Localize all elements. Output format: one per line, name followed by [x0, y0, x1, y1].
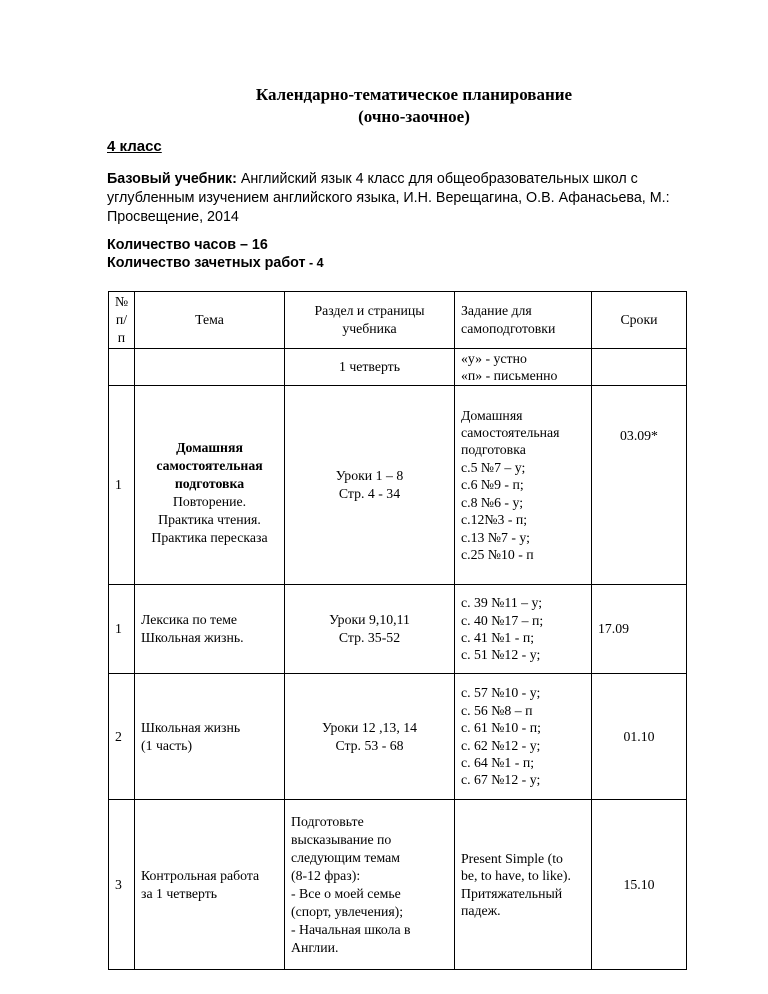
- topic-line-bold: подготовка: [174, 476, 245, 491]
- section-line: - Начальная школа в: [291, 921, 411, 937]
- topic-line-bold: Домашняя: [176, 440, 243, 455]
- textbook-label: Базовый учебник:: [107, 171, 237, 187]
- task-line: с.12№3 - п;: [461, 512, 528, 528]
- row-date: 15.10: [592, 800, 687, 970]
- task-line: с.8 №6 - у;: [461, 494, 524, 510]
- header-line: п/: [115, 312, 128, 327]
- row-tasks: [455, 674, 592, 800]
- row-number: 1: [109, 585, 135, 674]
- section-line: (спорт, увлечения);: [291, 903, 404, 919]
- hours-count: Количество часов – 16: [107, 237, 268, 253]
- row-topic: [135, 386, 285, 585]
- task-line: be, to have, to like).: [461, 868, 571, 884]
- task-line: с. 61 №10 - п;: [461, 720, 541, 736]
- task-line: с. 64 №1 - п;: [461, 754, 535, 770]
- header-line: п: [117, 330, 126, 345]
- quarter-label-cell: 1 четверть: [285, 349, 455, 386]
- task-line: с. 41 №1 - п;: [461, 630, 535, 645]
- row-number: 3: [109, 800, 135, 970]
- table-header-row: [109, 292, 687, 349]
- task-line: Притяжательный: [461, 885, 563, 901]
- col-number-header: [109, 292, 135, 349]
- row-date: 17.09: [592, 585, 687, 674]
- topic-line: Школьная жизнь.: [141, 630, 244, 645]
- section-line: - Все о моей семье: [291, 885, 401, 901]
- col-date-header: [592, 292, 687, 349]
- table-row: [109, 800, 687, 970]
- legend-cell: [455, 349, 592, 386]
- hours-info: [107, 236, 324, 272]
- topic-line: Школьная жизнь: [141, 719, 241, 735]
- task-line: подготовка: [461, 442, 526, 458]
- task-line: с.6 №9 - п;: [461, 477, 524, 493]
- task-line: с.5 №7 – у;: [461, 459, 526, 475]
- row-tasks: [455, 585, 592, 674]
- task-line: самостоятельная: [461, 425, 560, 441]
- task-line: с. 57 №10 - у;: [461, 685, 541, 701]
- plan-table: [108, 291, 687, 970]
- textbook-info: [107, 170, 697, 227]
- header-line: Сроки: [620, 312, 658, 327]
- header-line: Задание для: [461, 303, 532, 318]
- title-line-1: Календарно-тематическое планирование: [255, 85, 573, 104]
- row-number: 1: [109, 386, 135, 585]
- row-topic: [135, 674, 285, 800]
- textbook-text: Английский язык 4 класс для общеобразовательных школ с углубленным изучением английского языка, И.Н. Верещагина, О.В. Афанасьева, М.: Просвещение, 2014: [107, 171, 670, 225]
- title-line-2: (очно-заочное): [358, 107, 470, 126]
- task-line: падеж.: [461, 902, 501, 918]
- row-date: 03.09*: [592, 386, 687, 585]
- topic-line: Повторение.: [172, 494, 247, 509]
- row-section: [285, 386, 455, 585]
- task-line: с. 40 №17 – п;: [461, 612, 544, 628]
- quarter-date-cell: [592, 349, 687, 386]
- section-line: Англии.: [291, 939, 339, 955]
- table-row: [109, 386, 687, 585]
- topic-line: Контрольная работа: [141, 867, 260, 883]
- header-line: Раздел и страницы: [314, 303, 425, 318]
- task-line: Present Simple (to: [461, 850, 563, 866]
- section-line: Уроки 12 ,13, 14: [321, 719, 418, 735]
- row-tasks: [455, 800, 592, 970]
- col-topic-header: [135, 292, 285, 349]
- task-line: с. 56 №8 – п: [461, 702, 533, 718]
- topic-line: Практика пересказа: [151, 530, 268, 545]
- grade-heading: [107, 138, 162, 155]
- section-line: Уроки 9,10,11: [329, 612, 410, 627]
- tests-value: - 4: [305, 256, 324, 270]
- topic-line: Лексика по теме: [141, 612, 238, 627]
- section-line: Стр. 4 - 34: [338, 486, 401, 501]
- task-line: с.25 №10 - п: [461, 546, 534, 562]
- row-tasks: [455, 386, 592, 585]
- topic-line-bold: самостоятельная: [156, 458, 263, 473]
- row-section: [285, 674, 455, 800]
- section-line: Подготовьте: [291, 813, 364, 829]
- tests-count: [107, 254, 324, 272]
- col-task-header: [455, 292, 592, 349]
- section-line: (8-12 фраз):: [291, 867, 361, 883]
- row-number: 2: [109, 674, 135, 800]
- row-topic: [135, 800, 285, 970]
- task-line: с.13 №7 - у;: [461, 529, 530, 545]
- task-line: с. 39 №11 – у;: [461, 595, 543, 611]
- legend-line: «п» - письменно: [461, 368, 558, 383]
- header-line: учебника: [342, 321, 397, 336]
- section-line: Уроки 1 – 8: [335, 468, 404, 483]
- header-line: №: [115, 294, 129, 309]
- section-line: следующим темам: [291, 849, 401, 865]
- quarter-row: [109, 349, 687, 386]
- legend-line: «у» - устно: [461, 350, 527, 366]
- quarter-topic-cell: [135, 349, 285, 386]
- table-row: [109, 674, 687, 800]
- task-line: Домашняя: [461, 407, 523, 423]
- topic-line: (1 часть): [141, 737, 193, 753]
- col-section-header: [285, 292, 455, 349]
- plan-table-body: [109, 292, 687, 970]
- section-line: Стр. 53 - 68: [335, 737, 404, 753]
- row-section: [285, 800, 455, 970]
- topic-line: Практика чтения.: [158, 512, 261, 527]
- topic-line: за 1 четверть: [141, 885, 218, 901]
- grade-text: 4 класс: [107, 138, 162, 155]
- tests-label: Количество зачетных работ: [107, 255, 306, 271]
- task-line: с. 51 №12 - у;: [461, 647, 541, 663]
- document-title: [0, 84, 768, 128]
- task-line: с. 67 №12 - у;: [461, 772, 541, 788]
- row-date: 01.10: [592, 674, 687, 800]
- section-line: высказывание по: [291, 831, 392, 847]
- task-line: с. 62 №12 - у;: [461, 737, 541, 753]
- row-section: [285, 585, 455, 674]
- quarter-num-cell: [109, 349, 135, 386]
- section-line: Стр. 35-52: [338, 630, 401, 645]
- header-line: Тема: [195, 312, 224, 327]
- row-topic: [135, 585, 285, 674]
- table-row: [109, 585, 687, 674]
- header-line: самоподготовки: [461, 321, 556, 336]
